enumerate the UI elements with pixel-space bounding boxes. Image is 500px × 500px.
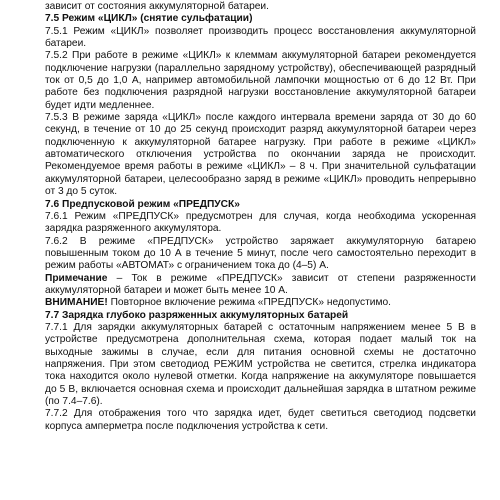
note-paragraph <box>45 273 476 298</box>
section-heading-7-6: 7.6 Предпусковой режим «ПРЕДПУСК» <box>45 198 240 210</box>
note-text: – Ток в режиме «ПРЕДПУСК» зависит от степени разряженности аккумуляторной батареи и может быть менее 10 А. <box>45 272 476 296</box>
paragraph-7-5-2: 7.5.2 При работе в режиме «ЦИКЛ» к клеммам аккумуляторной батареи рекомендуется подключение нагрузки (параллельно зарядному устройству), обеспечивающей разрядный ток от 0,5 до 1,0 А, например автомобильной лампочки мощностью от 6 до 12 Вт. При работе без подключения разрядной нагрузки восстановление аккумуляторной батареи будет идти медленнее. <box>45 50 476 111</box>
note-label: Примечание <box>45 272 108 284</box>
paragraph-7-6-2: 7.6.2 В режиме «ПРЕДПУСК» устройство заряжает аккумуляторную батарею повышенным током до 10 А в течение 5 минут, после чего самостоятельно переходит в режим работы «АВТОМАТ» с ограничением тока до (4–5) А. <box>45 235 476 272</box>
paragraph-7-7-2: 7.7.2 Для отображения того что зарядка идет, будет светиться светодиод подсветки корпуса амперметра после подключения устройства к сети. <box>45 408 476 432</box>
warning-text: Повторное включение режима «ПРЕДПУСК» недопустимо. <box>107 297 391 309</box>
paragraph-7-5-1: 7.5.1 Режим «ЦИКЛ» позволяет производить процесс восстановления аккумуляторной батареи. <box>45 25 476 50</box>
section-heading-7-7: 7.7 Зарядка глубоко разряженных аккумуляторных батарей <box>45 309 349 321</box>
section-heading-7-5: 7.5 Режим «ЦИКЛ» (снятие сульфатации) <box>45 13 253 25</box>
paragraph-7-5-3: 7.5.3 В режиме заряда «ЦИКЛ» после каждого интервала времени заряда от 30 до 60 секунд, в течение от 10 до 25 секунд происходит разряд аккумуляторной батареи через подключенную к аккумуляторной батарее нагрузку. При работе в режиме «ЦИКЛ» автоматического отключения устройства по окончании заряда не происходит. Рекомендуемое время работы в режиме «ЦИКЛ» – 8 ч. При значительной сульфатации аккумуляторной батареи, целесообразно заряд в режиме «ЦИКЛ» проводить непрерывно от 3 до 5 суток. <box>45 112 476 198</box>
warning-paragraph <box>45 297 476 309</box>
paragraph-7-6-1: 7.6.1 Режим «ПРЕДПУСК» предусмотрен для случая, когда необходима ускоренная зарядка разряженного аккумулятора. <box>45 210 476 235</box>
paragraph-7-7-1: 7.7.1 Для зарядки аккумуляторных батарей с остаточным напряжением менее 5 В в устройстве предусмотрена дополнительная схема, которая подает малый ток на выходные зажимы в случае, если для питания основной схемы не достаточно напряжения. При этом светодиод РЕЖИМ устройства не светится, стрелка индикатора тока находится около нулевой отметки. Когда напряжение на аккумуляторе повышается до 5 В, включается основная схема и происходит дальнейшая зарядка в штатном режиме (по 7.4–7.6). <box>45 321 476 407</box>
warning-label: ВНИМАНИЕ! <box>45 297 108 309</box>
continued-text: зависит от состояния аккумуляторной батареи. <box>45 1 269 12</box>
